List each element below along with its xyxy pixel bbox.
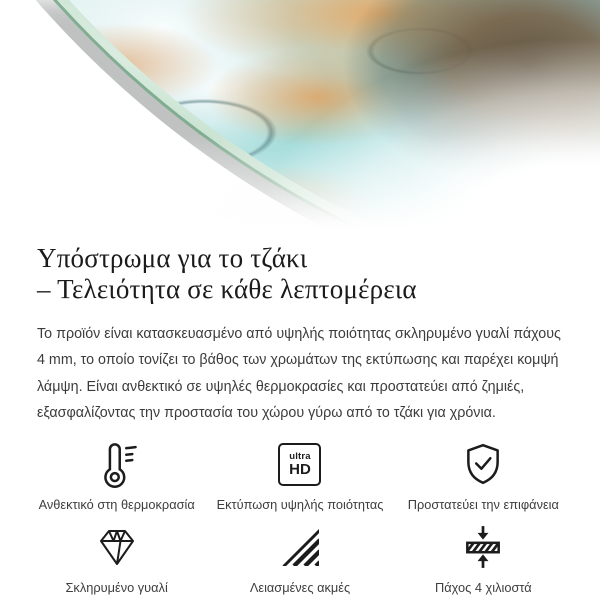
feature-tempered-glass (25, 521, 208, 595)
feature-grid (25, 438, 575, 595)
diamond-icon (93, 521, 141, 573)
page-title-line1: Υπόστρωμα για το τζάκι (37, 243, 308, 273)
ultra-hd-icon (278, 438, 321, 490)
product-description: Το προϊόν είναι κατασκευασμένο από υψηλής ποιότητας σκληρυμένο γυαλί πάχους 4 mm, το οποίο τονίζει το βάθος των χρωμάτων της εκτύπωσης και παρέχει κομψή λάμψη. Είναι ανθεκτικό σε υψηλές θερμοκρασίες και προστατεύει από ζημιές, εξασφαλίζοντας την προστασία του χώρου γύρω από το τζάκι για χρόνια. (37, 325, 561, 421)
feature-label: Ανθεκτικό στη θερμοκρασία (38, 497, 195, 513)
polished-edges-icon (278, 521, 322, 573)
feature-label: Πάχος 4 χιλιοστά (435, 579, 532, 595)
product-photo (0, 0, 600, 232)
feature-heat-resistant (25, 438, 208, 512)
feature-label: Προστατεύει την επιφάνεια (407, 497, 559, 513)
page-title (0, 232, 600, 306)
photo-fade-overlay (0, 0, 600, 232)
product-details-section (0, 232, 600, 595)
thermometer-icon (93, 438, 141, 490)
feature-surface-protection (392, 438, 575, 512)
feature-label: Εκτύπωση υψηλής ποιότητας (216, 497, 384, 513)
ultra-hd-badge-bottom: HD (289, 461, 311, 479)
feature-label: Σκληρυμένο γυαλί (65, 579, 168, 595)
feature-ultra-hd-print (208, 438, 391, 512)
ultra-hd-badge-top: ultra (289, 450, 311, 462)
shield-check-icon (460, 438, 506, 490)
page-title-line2: – Τελειότητα σε κάθε λεπτομέρεια (37, 274, 417, 305)
feature-polished-edges (208, 521, 391, 595)
thickness-icon (460, 521, 506, 573)
feature-thickness-4mm (392, 521, 575, 595)
feature-label: Λειασμένες ακμές (249, 579, 351, 595)
